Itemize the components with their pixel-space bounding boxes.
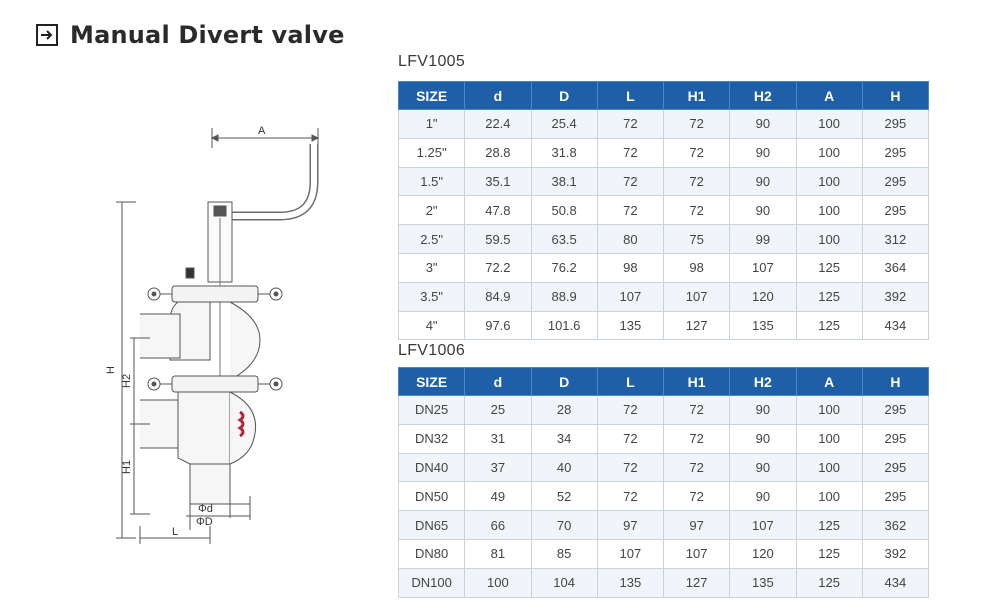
value-cell: 107	[597, 282, 663, 311]
col-header-h2: H2	[730, 368, 796, 396]
table-row	[399, 424, 929, 453]
table-row	[399, 225, 929, 254]
value-cell: 392	[862, 282, 928, 311]
page-header	[36, 20, 345, 50]
value-cell: 135	[597, 568, 663, 597]
value-cell: 434	[862, 311, 928, 340]
value-cell: 125	[796, 539, 862, 568]
value-cell: 72	[597, 138, 663, 167]
col-header-h2: H2	[730, 82, 796, 110]
value-cell: 135	[730, 568, 796, 597]
table-row	[399, 539, 929, 568]
value-cell: 97.6	[465, 311, 531, 340]
value-cell: 31	[465, 424, 531, 453]
col-header-big-d: D	[531, 368, 597, 396]
value-cell: 22.4	[465, 110, 531, 139]
value-cell: 34	[531, 424, 597, 453]
value-cell: 295	[862, 167, 928, 196]
value-cell: 90	[730, 167, 796, 196]
value-cell: 100	[796, 167, 862, 196]
value-cell: 295	[862, 482, 928, 511]
size-cell: DN65	[399, 511, 465, 540]
value-cell: 100	[796, 482, 862, 511]
value-cell: 70	[531, 511, 597, 540]
value-cell: 72	[664, 196, 730, 225]
dim-label-h1: H1	[121, 459, 133, 474]
value-cell: 392	[862, 539, 928, 568]
value-cell: 97	[664, 511, 730, 540]
value-cell: 295	[862, 196, 928, 225]
value-cell: 120	[730, 282, 796, 311]
value-cell: 90	[730, 138, 796, 167]
value-cell: 107	[664, 539, 730, 568]
value-cell: 75	[664, 225, 730, 254]
size-cell: DN32	[399, 424, 465, 453]
col-header-big-d: D	[531, 82, 597, 110]
value-cell: 99	[730, 225, 796, 254]
value-cell: 100	[796, 110, 862, 139]
size-cell: 1"	[399, 110, 465, 139]
value-cell: 47.8	[465, 196, 531, 225]
value-cell: 295	[862, 138, 928, 167]
value-cell: 72	[664, 396, 730, 425]
value-cell: 97	[597, 511, 663, 540]
dim-label-big-d: ΦD	[196, 516, 213, 528]
value-cell: 81	[465, 539, 531, 568]
value-cell: 63.5	[531, 225, 597, 254]
page-title: Manual Divert valve	[70, 21, 345, 49]
value-cell: 59.5	[465, 225, 531, 254]
size-cell: 2.5"	[399, 225, 465, 254]
table-body	[399, 110, 929, 340]
value-cell: 98	[597, 253, 663, 282]
value-cell: 25	[465, 396, 531, 425]
size-cell: 1.5"	[399, 167, 465, 196]
value-cell: 72	[597, 482, 663, 511]
value-cell: 88.9	[531, 282, 597, 311]
dim-label-a: A	[258, 125, 266, 137]
value-cell: 362	[862, 511, 928, 540]
table-row	[399, 110, 929, 139]
model-label-2: LFV1006	[398, 342, 466, 359]
value-cell: 295	[862, 396, 928, 425]
size-cell: DN40	[399, 453, 465, 482]
col-header-size: SIZE	[399, 82, 465, 110]
size-cell: 3.5"	[399, 282, 465, 311]
value-cell: 125	[796, 311, 862, 340]
table-row	[399, 311, 929, 340]
value-cell: 52	[531, 482, 597, 511]
value-cell: 100	[796, 138, 862, 167]
spec-table-2	[398, 367, 929, 598]
col-header-h1: H1	[664, 82, 730, 110]
value-cell: 125	[796, 282, 862, 311]
col-header-l: L	[597, 82, 663, 110]
col-header-h1: H1	[664, 368, 730, 396]
table-row	[399, 396, 929, 425]
value-cell: 90	[730, 396, 796, 425]
value-cell: 37	[465, 453, 531, 482]
value-cell: 72	[664, 424, 730, 453]
table-row	[399, 196, 929, 225]
spec-table-1	[398, 81, 929, 340]
table-row	[399, 568, 929, 597]
table-row	[399, 482, 929, 511]
col-header-l: L	[597, 368, 663, 396]
col-header-size: SIZE	[399, 368, 465, 396]
value-cell: 101.6	[531, 311, 597, 340]
value-cell: 107	[664, 282, 730, 311]
value-cell: 434	[862, 568, 928, 597]
value-cell: 295	[862, 453, 928, 482]
value-cell: 72	[597, 424, 663, 453]
table-header-row	[399, 82, 929, 110]
value-cell: 104	[531, 568, 597, 597]
model-label-1: LFV1005	[398, 53, 466, 70]
value-cell: 135	[597, 311, 663, 340]
col-header-a: A	[796, 82, 862, 110]
value-cell: 295	[862, 424, 928, 453]
value-cell: 80	[597, 225, 663, 254]
value-cell: 107	[730, 511, 796, 540]
value-cell: 90	[730, 482, 796, 511]
table-row	[399, 282, 929, 311]
size-cell: 3"	[399, 253, 465, 282]
value-cell: 72	[597, 396, 663, 425]
value-cell: 125	[796, 253, 862, 282]
value-cell: 125	[796, 511, 862, 540]
value-cell: 84.9	[465, 282, 531, 311]
value-cell: 76.2	[531, 253, 597, 282]
value-cell: 40	[531, 453, 597, 482]
table-row	[399, 167, 929, 196]
dim-label-h: H	[105, 366, 117, 374]
table-body	[399, 396, 929, 598]
value-cell: 66	[465, 511, 531, 540]
value-cell: 312	[862, 225, 928, 254]
value-cell: 85	[531, 539, 597, 568]
dim-label-l: L	[172, 526, 179, 538]
value-cell: 72	[664, 482, 730, 511]
col-header-h: H	[862, 368, 928, 396]
value-cell: 90	[730, 110, 796, 139]
value-cell: 364	[862, 253, 928, 282]
value-cell: 127	[664, 568, 730, 597]
value-cell: 28.8	[465, 138, 531, 167]
table-header-row	[399, 368, 929, 396]
value-cell: 90	[730, 453, 796, 482]
arrow-right-box-icon	[36, 24, 58, 46]
value-cell: 127	[664, 311, 730, 340]
col-header-h: H	[862, 82, 928, 110]
value-cell: 100	[796, 424, 862, 453]
size-cell: 4"	[399, 311, 465, 340]
value-cell: 107	[597, 539, 663, 568]
table-row	[399, 138, 929, 167]
valve-technical-drawing	[90, 118, 390, 548]
col-header-d: d	[465, 82, 531, 110]
value-cell: 72.2	[465, 253, 531, 282]
value-cell: 72	[597, 453, 663, 482]
value-cell: 90	[730, 424, 796, 453]
value-cell: 98	[664, 253, 730, 282]
table-row	[399, 253, 929, 282]
value-cell: 28	[531, 396, 597, 425]
value-cell: 72	[597, 196, 663, 225]
col-header-a: A	[796, 368, 862, 396]
value-cell: 100	[796, 396, 862, 425]
value-cell: 38.1	[531, 167, 597, 196]
size-cell: DN25	[399, 396, 465, 425]
dim-label-d: Φd	[198, 503, 213, 515]
value-cell: 72	[664, 110, 730, 139]
size-cell: DN50	[399, 482, 465, 511]
value-cell: 100	[796, 196, 862, 225]
value-cell: 25.4	[531, 110, 597, 139]
value-cell: 72	[597, 110, 663, 139]
value-cell: 135	[730, 311, 796, 340]
value-cell: 100	[465, 568, 531, 597]
value-cell: 72	[664, 167, 730, 196]
col-header-d: d	[465, 368, 531, 396]
size-cell: 1.25"	[399, 138, 465, 167]
value-cell: 100	[796, 225, 862, 254]
table-row	[399, 453, 929, 482]
value-cell: 120	[730, 539, 796, 568]
value-cell: 49	[465, 482, 531, 511]
value-cell: 50.8	[531, 196, 597, 225]
size-cell: DN100	[399, 568, 465, 597]
value-cell: 100	[796, 453, 862, 482]
value-cell: 72	[664, 453, 730, 482]
value-cell: 72	[597, 167, 663, 196]
size-cell: 2"	[399, 196, 465, 225]
size-cell: DN80	[399, 539, 465, 568]
value-cell: 72	[664, 138, 730, 167]
value-cell: 35.1	[465, 167, 531, 196]
value-cell: 107	[730, 253, 796, 282]
dim-label-h2: H2	[121, 373, 133, 388]
value-cell: 31.8	[531, 138, 597, 167]
value-cell: 295	[862, 110, 928, 139]
value-cell: 125	[796, 568, 862, 597]
table-row	[399, 511, 929, 540]
value-cell: 90	[730, 196, 796, 225]
